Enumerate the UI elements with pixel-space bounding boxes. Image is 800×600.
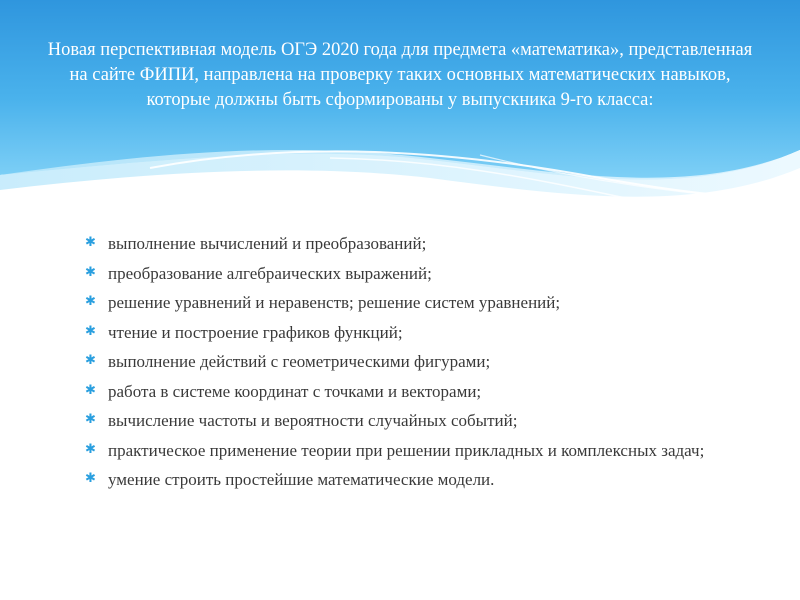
list-item [83,264,743,284]
list-item-text: вычисление частоты и вероятности случайных событий; [108,411,518,430]
list-item [83,411,743,431]
asterisk-bullet-icon: ✱ [85,441,96,457]
asterisk-bullet-icon: ✱ [85,471,96,486]
list-item-text: практическое применение теории при решении прикладных и комплексных задач; [108,440,705,460]
list-item-text: работа в системе координат с точками и векторами; [108,381,482,401]
list-item [83,323,743,343]
list-item [83,470,743,490]
list-item [83,234,743,254]
list-item [83,441,743,461]
asterisk-bullet-icon: ✱ [85,264,96,280]
bullet-list [83,234,743,500]
asterisk-bullet-icon: ✱ [85,323,96,339]
list-item-text: умение строить простейшие математические модели. [108,470,495,489]
list-item-text: чтение и построение графиков функций; [108,322,403,342]
list-item [83,352,743,372]
list-item-text: преобразование алгебраических выражений; [108,263,432,283]
slide-title: Новая перспективная модель ОГЭ 2020 года для предмета «математика», представленная на сайте ФИПИ, направлена на проверку таких основных математических навыков, которые должны быть сформированы у выпускника 9-го класса: [47,40,753,110]
wave-background [0,0,800,232]
list-item [83,382,743,402]
asterisk-bullet-icon: ✱ [85,353,96,368]
list-item-text: решение уравнений и неравенств; решение систем уравнений; [108,293,561,312]
list-item-text: выполнение вычислений и преобразований; [108,234,427,253]
asterisk-bullet-icon: ✱ [85,235,96,250]
header-wave-banner [0,0,800,232]
asterisk-bullet-icon: ✱ [85,412,96,427]
asterisk-bullet-icon: ✱ [85,294,96,309]
asterisk-bullet-icon: ✱ [85,382,96,398]
list-item [83,293,743,313]
list-item-text: выполнение действий с геометрическими фигурами; [108,352,491,371]
